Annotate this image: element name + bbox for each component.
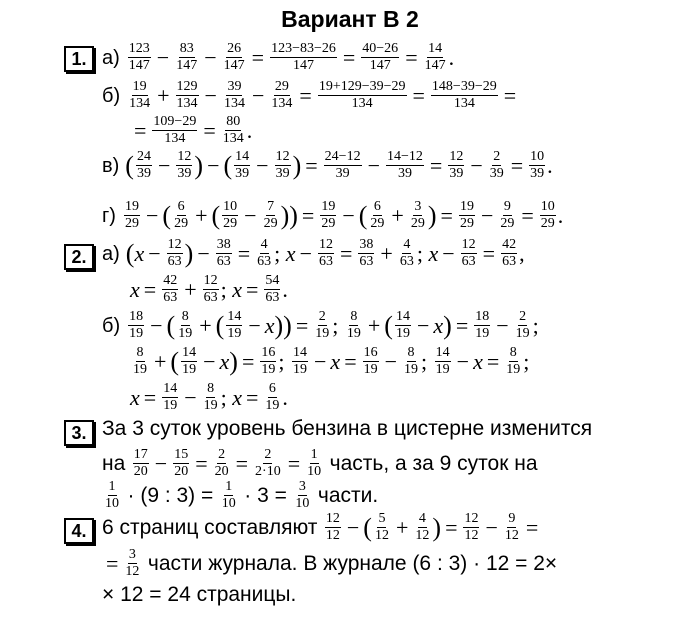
label-b-2: б) <box>102 314 121 337</box>
label-a-2: а) <box>102 242 120 265</box>
p3-text-2a: на <box>102 452 126 475</box>
problem-number-2: 2. <box>64 244 94 270</box>
p2-b: б) $\frac{18}{19}$ − ( $\frac{8}{19}$ + ( $\frac{14}{19}$ − x )) = $\frac{2}{19}$ ; $\frac{8}{19}$ + ( $\frac{14}{19}$ − x ) = $\frac{18}{19}$ − $\frac{2}{19}$ ; <box>102 309 539 341</box>
p4-text-1: 6 страниц составляют <box>102 516 318 539</box>
p4-line2: = $\frac{3}{12}$ части журнала. В журнале (6 : 3) · 12 = 2× <box>106 547 558 579</box>
p2-a-cont: x = $\frac{42}{63}$ + $\frac{12}{63}$ ; x = $\frac{54}{63}$ . <box>130 273 288 305</box>
problem-number-1: 1. <box>64 46 94 72</box>
problem-number-3: 3. <box>64 420 94 446</box>
label-g: г) <box>102 204 116 227</box>
p3-line1 <box>102 418 592 439</box>
p1-b-cont: = $\frac{109-29}{134}$ = $\frac{80}{134}$ . <box>134 114 253 146</box>
p3-text-3a: · (9 : 3) = <box>127 484 214 507</box>
p1-g: г) $\frac{19}{29}$ − ( $\frac{6}{29}$ + ( $\frac{10}{29}$ − $\frac{7}{29}$ )) = $\frac{19}{29}$ − ( $\frac{6}{29}$ + $\frac{3}{29}$ ) = $\frac{19}{29}$ − $\frac{9}{29}$ = $\frac{10}{29}$ . <box>102 199 564 231</box>
label-a: а) <box>102 46 120 69</box>
p2-a: а) ( x − $\frac{12}{63}$ ) − $\frac{38}{63}$ = $\frac{4}{63}$ ; x − $\frac{12}{63}$ = $\frac{38}{63}$ + $\frac{4}{63}$ ; x − $\frac{12}{63}$ = $\frac{42}{63}$ , <box>102 237 525 269</box>
p2-b-cont2: x = $\frac{14}{19}$ − $\frac{8}{19}$ ; x = $\frac{6}{19}$ . <box>130 381 288 413</box>
p3-text-2b: часть, а за 9 суток на <box>329 452 538 475</box>
p3-text-3b: · 3 = <box>244 484 287 507</box>
p1-v: в) ( $\frac{24}{39}$ − $\frac{12}{39}$ ) − ( $\frac{14}{39}$ − $\frac{12}{39}$ ) = $\frac{24-12}{39}$ − $\frac{14-12}{39}$ = $\frac{12}{39}$ − $\frac{2}{39}$ = $\frac{10}{39}$ . <box>102 149 553 181</box>
p4-text-3: × 12 = 24 страницы. <box>102 583 297 606</box>
p1-b: б) $\frac{19}{134}$ + $\frac{129}{134}$ − $\frac{39}{134}$ − $\frac{29}{134}$ = $\frac{19+129-39-29}{134}$ = $\frac{148-39-29}{134}$ = <box>102 79 517 111</box>
p3-line3: $\frac{1}{10}$ · (9 : 3) = $\frac{1}{10}$ · 3 = $\frac{3}{10}$ части. <box>105 479 379 511</box>
p4-line1: 6 страниц составляют $\frac{12}{12}$ − ( $\frac{5}{12}$ + $\frac{4}{12}$ ) = $\frac{12}{12}$ − $\frac{9}{12}$ = <box>102 511 539 543</box>
p4-text-2: части журнала. В журнале (6 : 3) · 12 = 2× <box>147 552 558 575</box>
p2-b-cont1: $\frac{8}{19}$ + ( $\frac{14}{19}$ − x ) = $\frac{16}{19}$ ; $\frac{14}{19}$ − x = $\frac{16}{19}$ − $\frac{8}{19}$ ; $\frac{14}{19}$ − x = $\frac{8}{19}$ ; <box>133 345 530 377</box>
p4-line3 <box>102 584 296 605</box>
p3-line2: на $\frac{17}{20}$ − $\frac{15}{20}$ = $\frac{2}{20}$ = $\frac{2}{2\cdot 10}$ = $\frac{1}{10}$ часть, а за 9 суток на <box>102 447 538 479</box>
label-b: б) <box>102 84 121 107</box>
p3-text-1: За 3 суток уровень бензина в цистерне изменится <box>102 417 593 440</box>
page-title: Вариант В 2 <box>281 6 419 32</box>
label-v: в) <box>102 154 120 177</box>
p1-a: а) $\frac{123}{147}$ − $\frac{83}{147}$ − $\frac{26}{147}$ = $\frac{123-83-26}{147}$ = $\frac{40-26}{147}$ = $\frac{14}{147}$ . <box>102 41 455 73</box>
p3-text-3c: части. <box>317 484 379 507</box>
problem-number-4: 4. <box>64 518 94 544</box>
